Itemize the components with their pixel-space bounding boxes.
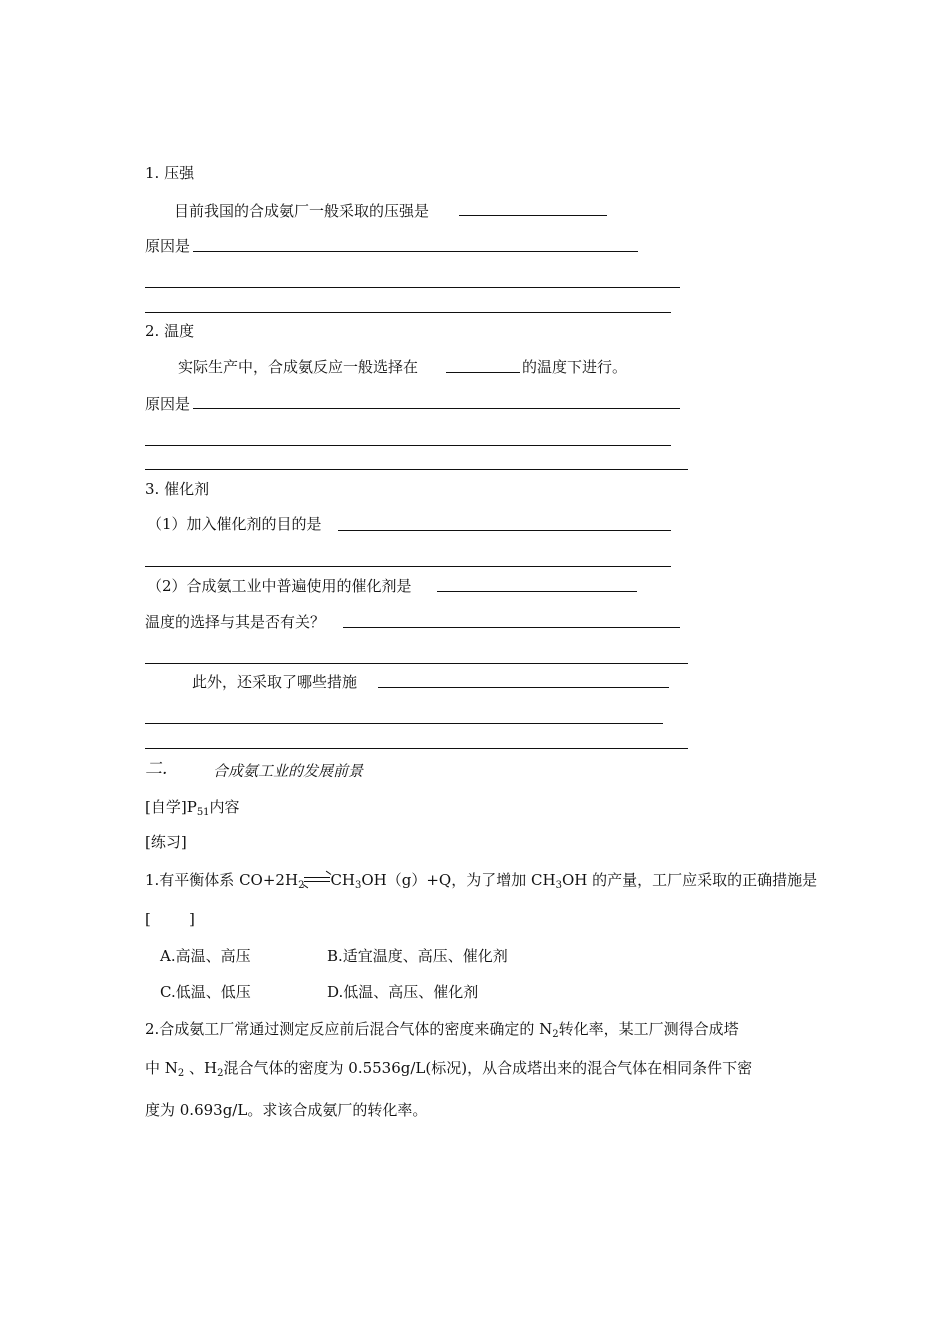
question-2-line-2 bbox=[145, 1058, 752, 1078]
practice-label: [练习] bbox=[145, 833, 187, 851]
other-measures-line-3[interactable] bbox=[145, 748, 688, 749]
section-3-heading: 3. 催化剂 bbox=[145, 480, 210, 498]
temperature-reason-line-2[interactable] bbox=[145, 445, 671, 446]
q1-text-b: CH bbox=[330, 871, 355, 889]
answer-bracket[interactable]: [ ] bbox=[145, 910, 195, 928]
temperature-relation-question: 温度的选择与其是否有关？ bbox=[145, 613, 326, 631]
q1-text-d: OH 的产量，工厂应采取的正确措施是 bbox=[561, 871, 818, 889]
other-measures-line-2[interactable] bbox=[145, 723, 663, 724]
self-study-content: 内容 bbox=[209, 798, 240, 816]
catalyst-type-blank[interactable] bbox=[437, 591, 637, 592]
page-number-subscript: 51 bbox=[196, 807, 210, 818]
pressure-reason-line-2[interactable] bbox=[145, 287, 680, 288]
option-a[interactable]: A.高温、高压 bbox=[160, 947, 251, 965]
q1-text-a: 1.有平衡体系 CO+2H bbox=[145, 871, 299, 889]
section-2-heading: 2. 温度 bbox=[145, 322, 195, 340]
temperature-relation-line-2[interactable] bbox=[145, 663, 688, 664]
temperature-answer-blank[interactable] bbox=[446, 372, 520, 373]
equilibrium-arrow-icon bbox=[304, 873, 330, 887]
temperature-relation-blank[interactable] bbox=[343, 627, 680, 628]
question-1-stem bbox=[145, 870, 817, 890]
temperature-reason-blank[interactable] bbox=[193, 408, 680, 409]
self-study-label: [自学]P bbox=[145, 798, 197, 816]
q2-l2-sub-1: 2 bbox=[177, 1068, 185, 1079]
catalyst-purpose-line-2[interactable] bbox=[145, 566, 671, 567]
q2-l2-text-a: 中 N bbox=[145, 1059, 178, 1077]
temperature-question-end: 的温度下进行。 bbox=[522, 358, 628, 376]
q2-l1-text-b: 转化率，某工厂测得合成塔 bbox=[558, 1020, 739, 1038]
q1-sub-b: 3 bbox=[355, 880, 362, 891]
temperature-question-start: 实际生产中，合成氨反应一般选择在 bbox=[178, 358, 419, 376]
q2-l2-text-b: 、H bbox=[184, 1059, 218, 1077]
q2-l1-text-a: 2.合成氨工厂常通过测定反应前后混合气体的密度来确定的 N bbox=[145, 1020, 553, 1038]
part-2-number: 二. bbox=[145, 759, 168, 779]
pressure-question: 目前我国的合成氨厂一般采取的压强是 bbox=[174, 202, 430, 220]
q1-sub-a: 2 bbox=[298, 880, 305, 891]
q2-l1-sub: 2 bbox=[552, 1029, 559, 1040]
part-2-title: 合成氨工业的发展前景 bbox=[213, 762, 364, 780]
self-study-line bbox=[145, 797, 240, 817]
pressure-reason-label: 原因是 bbox=[145, 237, 191, 255]
catalyst-type-question: （2）合成氨工业中普遍使用的催化剂是 bbox=[147, 577, 412, 595]
option-b[interactable]: B.适宜温度、高压、催化剂 bbox=[327, 947, 508, 965]
catalyst-purpose-question: （1）加入催化剂的目的是 bbox=[147, 515, 322, 533]
q1-text-c: OH（g）+Q，为了增加 CH bbox=[361, 871, 556, 889]
question-2-line-3: 度为 0.693g/L。求该合成氨厂的转化率。 bbox=[145, 1101, 428, 1119]
other-measures-blank[interactable] bbox=[378, 687, 669, 688]
q2-l2-text-c: 混合气体的密度为 0.5536g/L(标况)，从合成塔出来的混合气体在相同条件下密 bbox=[223, 1059, 753, 1077]
option-c[interactable]: C.低温、低压 bbox=[160, 983, 251, 1001]
pressure-reason-blank[interactable] bbox=[193, 251, 638, 252]
pressure-reason-line-3[interactable] bbox=[145, 312, 671, 313]
other-measures-question: 此外，还采取了哪些措施 bbox=[192, 673, 358, 691]
pressure-answer-blank[interactable] bbox=[459, 215, 607, 216]
question-2-line-1 bbox=[145, 1019, 739, 1039]
q1-sub-c: 3 bbox=[555, 880, 562, 891]
catalyst-purpose-blank[interactable] bbox=[338, 530, 671, 531]
option-d[interactable]: D.低温、高压、催化剂 bbox=[327, 983, 479, 1001]
temperature-reason-label: 原因是 bbox=[145, 395, 191, 413]
q2-l2-sub-2: 2 bbox=[217, 1068, 224, 1079]
temperature-reason-line-3[interactable] bbox=[145, 469, 688, 470]
section-1-heading: 1. 压强 bbox=[145, 164, 195, 182]
